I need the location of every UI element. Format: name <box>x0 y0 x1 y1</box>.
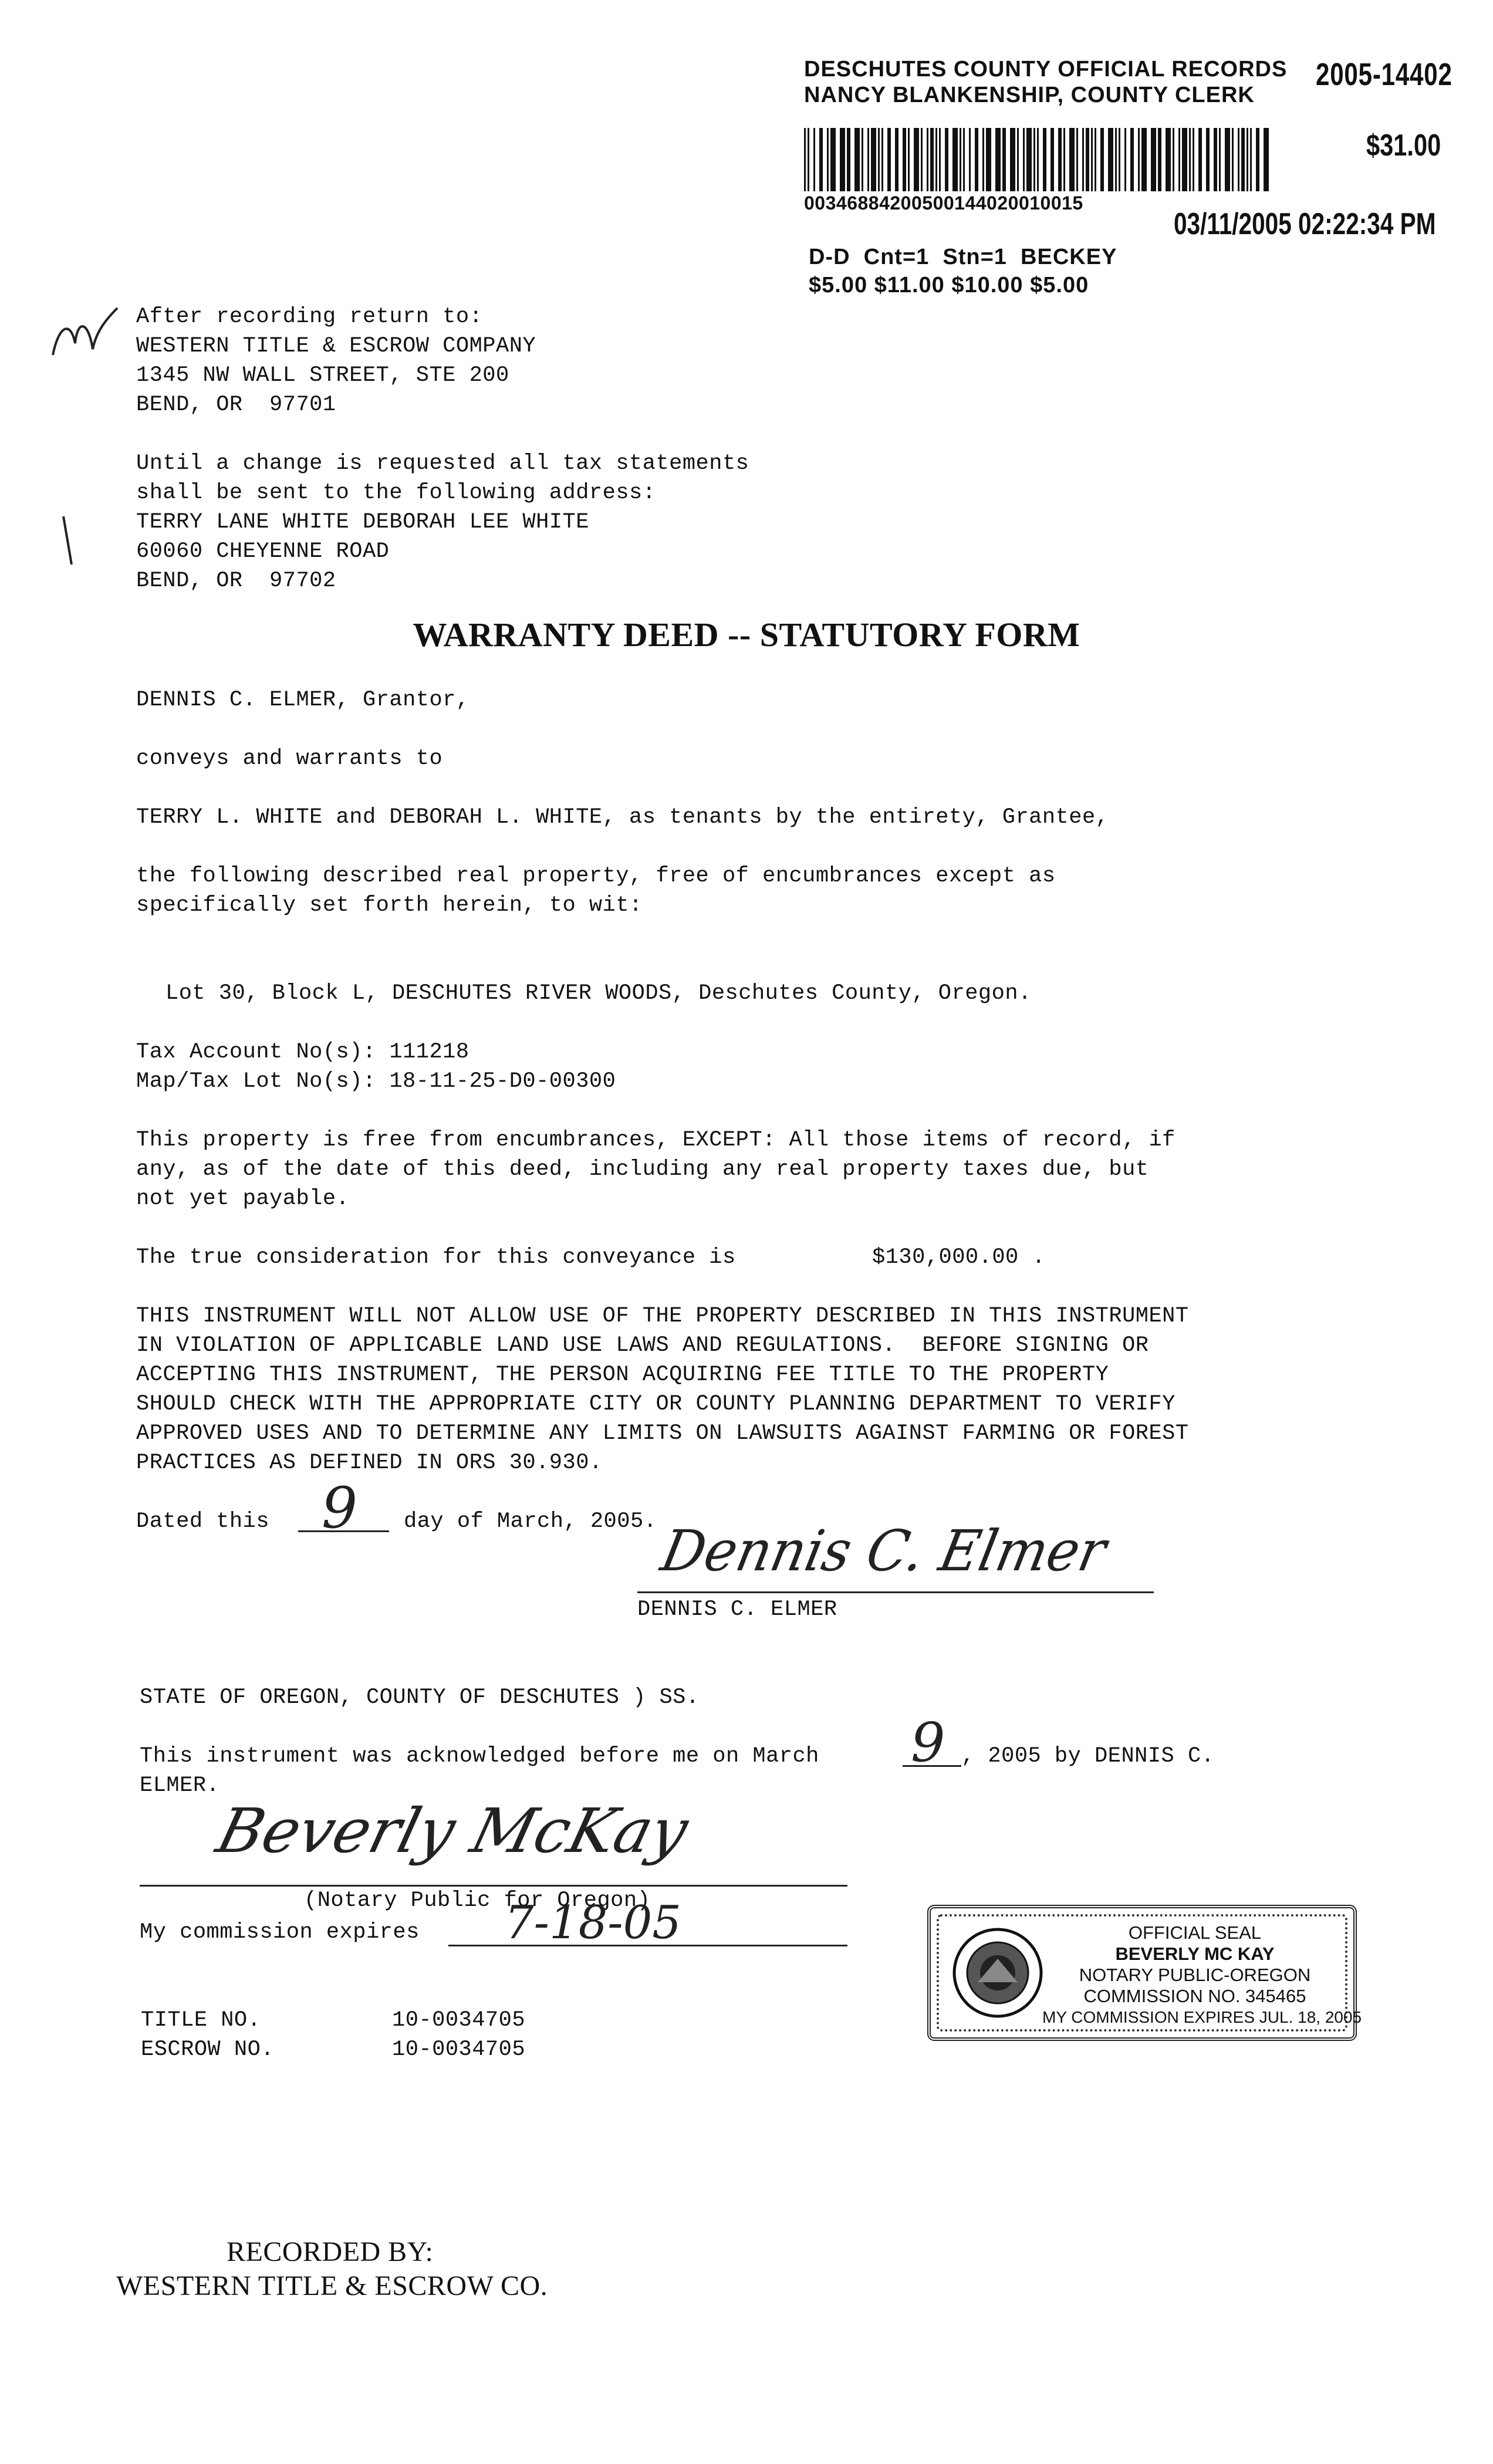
return-to-line: BEND, OR 97701 <box>136 393 336 417</box>
barcode-bar <box>871 128 876 191</box>
dated-day: 9 <box>322 1475 358 1541</box>
barcode-bar <box>1086 128 1089 191</box>
barcode-bar <box>903 128 906 191</box>
title-no-label: TITLE NO. <box>141 2008 261 2033</box>
barcode-bar <box>1002 128 1006 191</box>
barcode-bar <box>895 128 898 191</box>
acknowledged-prefix: This instrument was acknowledged before me on March <box>140 1744 819 1769</box>
barcode-bar <box>1095 128 1096 191</box>
legal-description: Lot 30, Block L, DESCHUTES RIVER WOODS, Deschutes County, Oregon. <box>165 981 1032 1006</box>
barcode-bar <box>1241 128 1245 191</box>
barcode-bar <box>1182 128 1187 191</box>
margin-initials-mark <box>47 296 123 378</box>
return-to-line: WESTERN TITLE & ESCROW COMPANY <box>136 334 536 359</box>
barcode-bar <box>921 128 923 191</box>
grantor-signature: Dennis C. Elmer <box>656 1518 1112 1584</box>
barcode-bar <box>1026 128 1032 191</box>
barcode-bar <box>808 128 809 191</box>
escrow-no-value: 10-0034705 <box>392 2037 526 2062</box>
barcode-bar <box>1250 128 1252 191</box>
dated-prefix: Dated this <box>136 1509 270 1534</box>
barcode-bar <box>1033 128 1035 191</box>
barcode-bar <box>986 128 991 191</box>
barcode-bar <box>969 128 971 191</box>
recording-codes <box>809 243 1117 299</box>
barcode-bar <box>1069 128 1075 191</box>
barcode-bar <box>1232 128 1234 191</box>
barcode-bar <box>1063 128 1065 191</box>
document-number: 2005-14402 <box>1316 57 1453 92</box>
barcode-bar <box>827 128 829 191</box>
warning-line: APPROVED USES AND TO DETERMINE ANY LIMITS ON LAWSUITS AGAINST FARMING OR FOREST <box>136 1421 1189 1446</box>
return-to-line: After recording return to: <box>136 305 483 329</box>
encumbrances <box>136 1125 1176 1214</box>
recorder-office-line2: NANCY BLANKENSHIP, COUNTY CLERK <box>804 83 1255 107</box>
barcode-bar <box>1124 128 1126 191</box>
barcode-bar <box>1264 128 1269 191</box>
recorder-office-line1: DESCHUTES COUNTY OFFICIAL RECORDS <box>804 57 1288 82</box>
barcode-bar <box>1050 128 1054 191</box>
grantee-line: TERRY L. WHITE and DEBORAH L. WHITE, as tenants by the entirety, Grantee, <box>136 805 1109 830</box>
page-title: WARRANTY DEED -- STATUTORY FORM <box>413 616 1080 654</box>
barcode-bar <box>1151 128 1156 191</box>
notary-caption: (Notary Public for Oregon) <box>304 1888 651 1913</box>
barcode-bar <box>1247 128 1248 191</box>
tax-statements-line: TERRY LANE WHITE DEBORAH LEE WHITE <box>136 510 589 535</box>
barcode-bar <box>1091 128 1093 191</box>
recording-fees-line: $5.00 $11.00 $10.00 $5.00 <box>809 273 1089 298</box>
seal-line-title: OFFICIAL SEAL <box>1128 1922 1262 1943</box>
barcode-bar <box>1043 128 1046 191</box>
barcode-bar <box>1100 128 1104 191</box>
barcode <box>804 128 1274 194</box>
property-intro-line: the following described real property, free of encumbrances except as <box>136 864 1056 888</box>
seal-text <box>1042 1922 1362 2028</box>
escrow-no-label: ESCROW NO. <box>141 2037 275 2062</box>
warning-line: PRACTICES AS DEFINED IN ORS 30.930. <box>136 1451 603 1475</box>
barcode-bar <box>1058 128 1062 191</box>
notary-signature: Beverly McKay <box>210 1795 695 1867</box>
barcode-bar <box>1141 128 1147 191</box>
barcode-bar <box>914 128 919 191</box>
encumbrances-line: any, as of the date of this deed, including any real property taxes due, but <box>136 1157 1149 1182</box>
tax-statements-block <box>136 449 749 596</box>
grantor-printed-name: DENNIS C. ELMER <box>637 1597 837 1622</box>
barcode-bar <box>1130 128 1134 191</box>
barcode-bar <box>1256 128 1259 191</box>
state-county: STATE OF OREGON, COUNTY OF DESCHUTES ) SS. <box>140 1685 700 1710</box>
warning-line: ACCEPTING THIS INSTRUMENT, THE PERSON ACQUIRING FEE TITLE TO THE PROPERTY <box>136 1363 1109 1387</box>
barcode-bar <box>840 128 845 191</box>
barcode-bar <box>975 128 978 191</box>
return-to-line: 1345 NW WALL STREET, STE 200 <box>136 363 509 388</box>
warning-line: THIS INSTRUMENT WILL NOT ALLOW USE OF THE PROPERTY DESCRIBED IN THIS INSTRUMENT <box>136 1304 1189 1329</box>
barcode-bar <box>1010 128 1015 191</box>
barcode-bar <box>854 128 860 191</box>
property-intro-line: specifically set forth herein, to wit: <box>136 893 643 918</box>
barcode-bar <box>1219 128 1221 191</box>
barcode-bar <box>960 128 961 191</box>
acknowledged-suffix: , 2005 by DENNIS C. <box>961 1744 1215 1769</box>
recorded-by-label: RECORDED BY: <box>227 2236 434 2267</box>
acknowledged-day: 9 <box>911 1711 945 1774</box>
barcode-bar <box>1178 128 1180 191</box>
barcode-bar <box>862 128 863 191</box>
barcode-bar <box>908 128 910 191</box>
barcode-bar <box>830 128 836 191</box>
barcode-bar <box>881 128 883 191</box>
land-use-warning <box>136 1302 1189 1478</box>
barcode-bar <box>1017 128 1019 191</box>
consideration-label: The true consideration for this conveyance is <box>136 1245 736 1270</box>
tax-statements-line: Until a change is requested all tax statements <box>136 451 749 476</box>
barcode-bar <box>1193 128 1194 191</box>
tax-statements-line: 60060 CHEYENNE ROAD <box>136 539 390 564</box>
barcode-bar <box>804 128 806 191</box>
warning-line: IN VIOLATION OF APPLICABLE LAND USE LAWS AND REGULATIONS. BEFORE SIGNING OR <box>136 1333 1149 1358</box>
barcode-bar <box>1023 128 1025 191</box>
barcode-bar <box>982 128 984 191</box>
return-to-block <box>136 302 536 420</box>
encumbrances-line: not yet payable. <box>136 1187 350 1211</box>
warning-line: SHOULD CHECK WITH THE APPROPRIATE CITY OR COUNTY PLANNING DEPARTMENT TO VERIFY <box>136 1392 1176 1417</box>
map-tax-lot: Map/Tax Lot No(s): 18-11-25-D0-00300 <box>136 1069 616 1094</box>
barcode-bar <box>819 128 823 191</box>
barcode-bar <box>1138 128 1140 191</box>
barcode-bar <box>1082 128 1084 191</box>
barcode-bar <box>1206 128 1210 191</box>
recording-codes-line: D-D Cnt=1 Stn=1 BECKEY <box>809 245 1117 269</box>
recorder-office <box>804 56 1287 108</box>
barcode-bar <box>1115 128 1117 191</box>
barcode-bar <box>935 128 937 191</box>
barcode-bar <box>952 128 958 191</box>
commission-label: My commission expires <box>140 1920 420 1945</box>
barcode-bar <box>813 128 815 191</box>
tax-info <box>136 1037 616 1096</box>
grantor-line: DENNIS C. ELMER, Grantor, <box>136 688 469 712</box>
encumbrances-line: This property is free from encumbrances, EXCEPT: All those items of record, if <box>136 1128 1176 1152</box>
property-intro <box>136 861 1056 920</box>
margin-tick-mark <box>59 512 82 570</box>
barcode-bar <box>1225 128 1230 191</box>
barcode-bar <box>878 128 880 191</box>
barcode-bar <box>1166 128 1171 191</box>
barcode-bar <box>945 128 948 191</box>
barcode-bar <box>1214 128 1217 191</box>
acknowledged-line2: ELMER. <box>140 1773 220 1798</box>
barcode-bar <box>1173 128 1174 191</box>
grantor-signature-line <box>637 1591 1154 1593</box>
tax-account: Tax Account No(s): 111218 <box>136 1040 469 1064</box>
barcode-bar <box>1076 128 1078 191</box>
commission-date: 7-18-05 <box>505 1897 681 1949</box>
fee-total: $31.00 <box>1366 129 1441 163</box>
dated-suffix: day of March, 2005. <box>404 1509 657 1534</box>
barcode-bar <box>1037 128 1039 191</box>
barcode-bar <box>927 128 928 191</box>
recorded-by-company: WESTERN TITLE & ESCROW CO. <box>116 2270 548 2301</box>
seal-line-expires: MY COMMISSION EXPIRES JUL. 18, 2005 <box>1042 2008 1362 2026</box>
barcode-bar <box>847 128 850 191</box>
seal-line-commission: COMMISSION NO. 345465 <box>1083 1986 1306 2006</box>
barcode-bar <box>1158 128 1161 191</box>
title-no-value: 10-0034705 <box>392 2008 526 2033</box>
barcode-bar <box>1119 128 1120 191</box>
barcode-bar <box>1198 128 1202 191</box>
barcode-bar <box>995 128 1001 191</box>
barcode-bar <box>867 128 869 191</box>
official-seal <box>927 1905 1362 2041</box>
barcode-bar <box>1189 128 1191 191</box>
tax-statements-line: shall be sent to the following address: <box>136 481 656 505</box>
barcode-bar <box>887 128 891 191</box>
barcode-bar <box>939 128 941 191</box>
barcode-bar <box>963 128 965 191</box>
recorded-datetime: 03/11/2005 02:22:34 PM <box>1174 207 1436 241</box>
seal-line-notary: NOTARY PUBLIC-OREGON <box>1079 1965 1311 1985</box>
barcode-bar <box>1108 128 1113 191</box>
conveys-line: conveys and warrants to <box>136 746 443 771</box>
barcode-bar <box>930 128 934 191</box>
barcode-bar <box>1238 128 1239 191</box>
seal-line-name: BEVERLY MC KAY <box>1115 1944 1275 1964</box>
state-seal-emblem-icon <box>951 1926 1045 2020</box>
consideration-amount: $130,000.00 . <box>872 1245 1046 1270</box>
barcode-number: 00346884200500144020010015 <box>804 192 1083 214</box>
tax-statements-line: BEND, OR 97702 <box>136 569 336 593</box>
